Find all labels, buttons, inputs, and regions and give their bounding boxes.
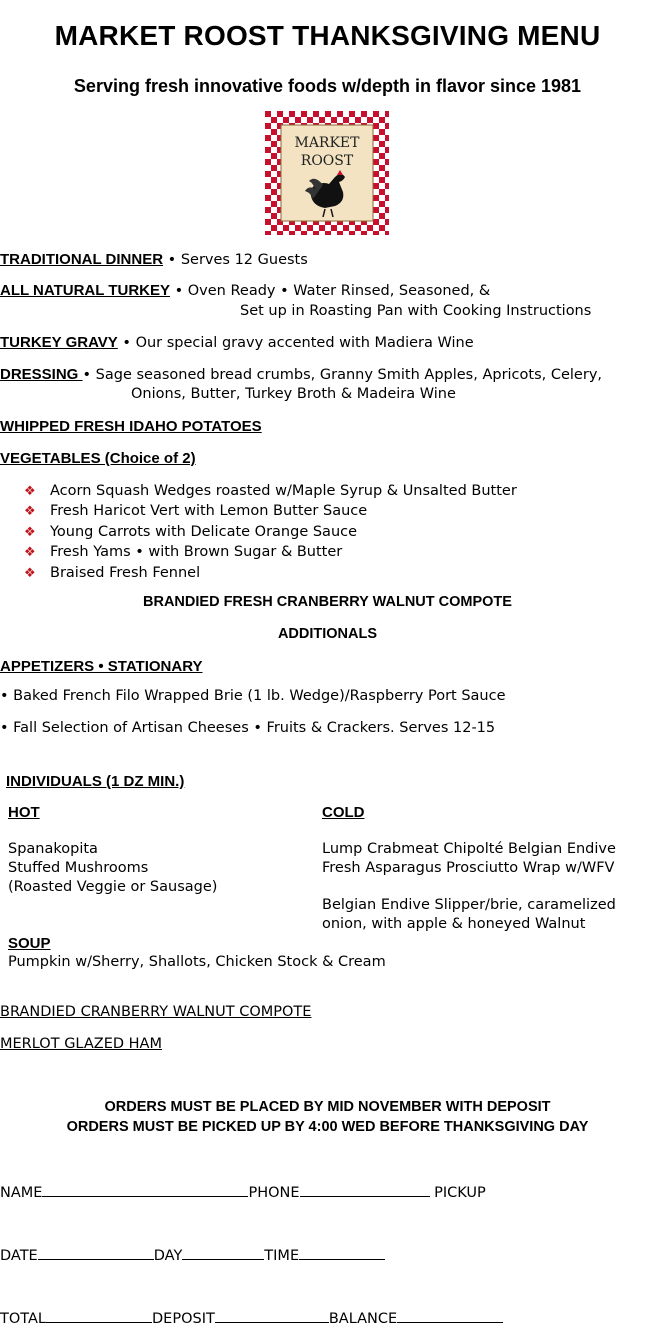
additionals-heading: ADDITIONALS	[277, 626, 378, 642]
list-item: ❖ Fresh Yams • with Brown Sugar & Butter	[24, 542, 517, 562]
extra-item-compote: BRANDIED CRANBERRY WALNUT COMPOTE	[0, 1004, 312, 1020]
soup-heading: SOUP	[8, 935, 51, 952]
dressing-line	[0, 366, 602, 383]
list-item: ❖ Acorn Squash Wedges roasted w/Maple Syrup & Unsalted Butter	[24, 481, 517, 501]
total-field[interactable]	[46, 1308, 152, 1323]
cold-heading: COLD	[322, 804, 365, 821]
diamond-bullet-icon: ❖	[24, 545, 36, 561]
appetizer-item: • Baked French Filo Wrapped Brie (1 lb. Wedge)/Raspberry Port Sauce	[0, 688, 506, 704]
day-label: DAY	[153, 1248, 183, 1264]
form-row-name	[0, 1182, 486, 1201]
turkey-detail-2: Set up in Roasting Pan with Cooking Instructions	[240, 303, 592, 319]
gravy-line	[0, 334, 474, 351]
time-label: TIME	[264, 1248, 300, 1264]
name-label: NAME	[0, 1185, 43, 1201]
order-notice-1: ORDERS MUST BE PLACED BY MID NOVEMBER WITH DEPOSIT	[104, 1099, 551, 1115]
pickup-label: PICKUP	[429, 1185, 486, 1201]
form-row-total	[0, 1308, 503, 1327]
balance-label: BALANCE	[328, 1311, 398, 1327]
order-notice-2: ORDERS MUST BE PICKED UP BY 4:00 WED BEFORE THANKSGIVING DAY	[66, 1119, 589, 1135]
day-field[interactable]	[182, 1245, 264, 1260]
potatoes-heading: WHIPPED FRESH IDAHO POTATOES	[0, 418, 262, 435]
date-field[interactable]	[38, 1245, 154, 1260]
name-field[interactable]	[42, 1182, 248, 1197]
market-roost-logo	[265, 111, 389, 235]
phone-label: PHONE	[248, 1185, 300, 1201]
cold-item: Fresh Asparagus Prosciutto Wrap w/WFV	[322, 860, 615, 876]
dressing-detail: • Sage seasoned bread crumbs, Granny Smith Apples, Apricots, Celery,	[82, 367, 603, 383]
vegetables-list	[24, 481, 517, 583]
extra-item-ham: MERLOT GLAZED HAM	[0, 1036, 162, 1052]
individuals-heading: INDIVIDUALS (1 DZ MIN.)	[6, 773, 185, 790]
turkey-line	[0, 282, 490, 299]
cold-item: Belgian Endive Slipper/brie, caramelized	[322, 897, 616, 913]
diamond-bullet-icon: ❖	[24, 565, 36, 581]
diamond-bullet-icon: ❖	[24, 524, 36, 540]
appetizers-heading: APPETIZERS • STATIONARY	[0, 658, 203, 675]
logo-text-roost: ROOST	[300, 153, 354, 169]
vegetables-heading: VEGETABLES (Choice of 2)	[0, 450, 196, 467]
compote-heading: BRANDIED FRESH CRANBERRY WALNUT COMPOTE	[143, 594, 512, 610]
traditional-dinner-heading: TRADITIONAL DINNER	[0, 251, 164, 268]
gravy-heading: TURKEY GRAVY	[0, 334, 118, 351]
traditional-dinner-line	[0, 251, 308, 268]
page-title: MARKET ROOST THANKSGIVING MENU	[54, 20, 601, 51]
logo-text-market: MARKET	[294, 135, 360, 151]
form-row-date	[0, 1245, 385, 1264]
turkey-heading: ALL NATURAL TURKEY	[0, 282, 170, 299]
balance-field[interactable]	[397, 1308, 503, 1323]
hot-item: (Roasted Veggie or Sausage)	[8, 879, 218, 895]
soup-item: Pumpkin w/Sherry, Shallots, Chicken Stock & Cream	[8, 954, 386, 970]
turkey-detail: • Oven Ready • Water Rinsed, Seasoned, &	[170, 283, 491, 299]
dressing-heading: DRESSING	[0, 366, 83, 383]
cold-item: Lump Crabmeat Chipolté Belgian Endive	[322, 841, 616, 857]
deposit-label: DEPOSIT	[152, 1311, 215, 1327]
diamond-bullet-icon: ❖	[24, 484, 36, 499]
total-label: TOTAL	[0, 1311, 46, 1327]
traditional-dinner-detail: • Serves 12 Guests	[163, 252, 308, 268]
dressing-detail-2: Onions, Butter, Turkey Broth & Madeira Wine	[131, 386, 456, 402]
deposit-field[interactable]	[215, 1308, 329, 1323]
list-item: ❖ Fresh Haricot Vert with Lemon Butter Sauce	[24, 501, 517, 521]
appetizer-item: • Fall Selection of Artisan Cheeses • Fruits & Crackers. Serves 12-15	[0, 720, 496, 736]
list-item: ❖ Young Carrots with Delicate Orange Sauce	[24, 522, 517, 542]
cold-item: onion, with apple & honeyed Walnut	[322, 916, 586, 932]
diamond-bullet-icon: ❖	[24, 504, 36, 520]
list-item: ❖ Braised Fresh Fennel	[24, 563, 517, 583]
hot-item: Stuffed Mushrooms	[8, 860, 149, 876]
hot-item: Spanakopita	[8, 841, 98, 857]
gravy-detail: • Our special gravy accented with Madiera Wine	[117, 335, 474, 351]
phone-field[interactable]	[300, 1182, 430, 1197]
page-subtitle: Serving fresh innovative foods w/depth in flavor since 1981	[73, 76, 582, 96]
time-field[interactable]	[299, 1245, 385, 1260]
hot-heading: HOT	[8, 804, 40, 821]
date-label: DATE	[0, 1248, 38, 1264]
